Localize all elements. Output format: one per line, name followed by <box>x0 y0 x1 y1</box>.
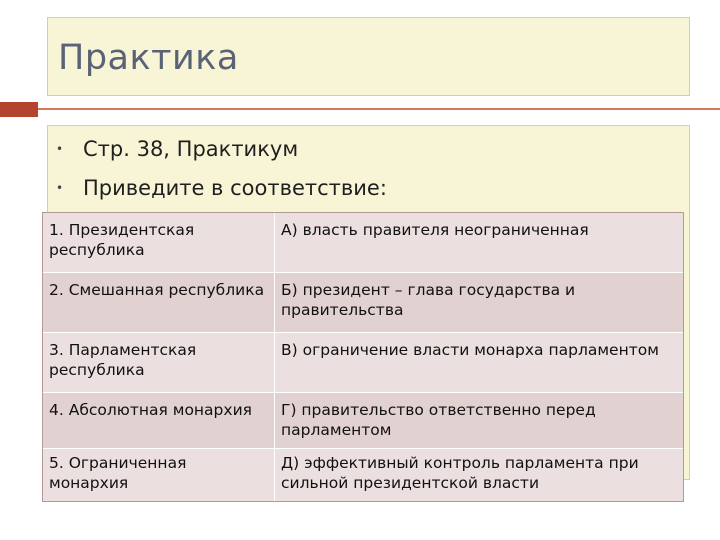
table-cell-right: Б) президент – глава государства и правительства <box>281 281 576 319</box>
table-cell-left: 4. Абсолютная монархия <box>43 393 275 448</box>
title-panel <box>47 17 690 96</box>
bullet-text: Приведите в соответствие: <box>83 176 387 200</box>
divider-line <box>38 108 720 110</box>
bullet-text: Стр. 38, Практикум <box>83 137 299 161</box>
table-cell-right: А) власть правителя неограниченная <box>281 221 589 239</box>
bullet-item-1 <box>56 137 298 161</box>
table-row <box>43 449 683 501</box>
table-cell-right: Д) эффективный контроль парламента при сильной президентской власти <box>281 454 639 492</box>
table-row <box>43 273 683 332</box>
bullet-dot-icon: • <box>56 181 64 195</box>
table-row <box>43 393 683 448</box>
bullet-dot-icon: • <box>56 142 64 156</box>
table-row <box>43 333 683 392</box>
table-cell-left: 3. Парламентская республика <box>43 333 275 392</box>
bullet-item-2 <box>56 176 387 200</box>
accent-bar <box>0 102 38 117</box>
matching-table <box>42 212 684 502</box>
table-cell-left: 1. Президентская республика <box>43 213 275 272</box>
slide-title: Практика <box>58 38 239 78</box>
table-cell-left: 2. Смешанная республика <box>43 273 275 332</box>
table-cell-left: 5. Ограниченная монархия <box>43 449 275 501</box>
table-row <box>43 213 683 272</box>
table-cell-right: Г) правительство ответственно перед парламентом <box>281 401 596 439</box>
table-cell-right: В) ограничение власти монарха парламентом <box>281 341 659 359</box>
